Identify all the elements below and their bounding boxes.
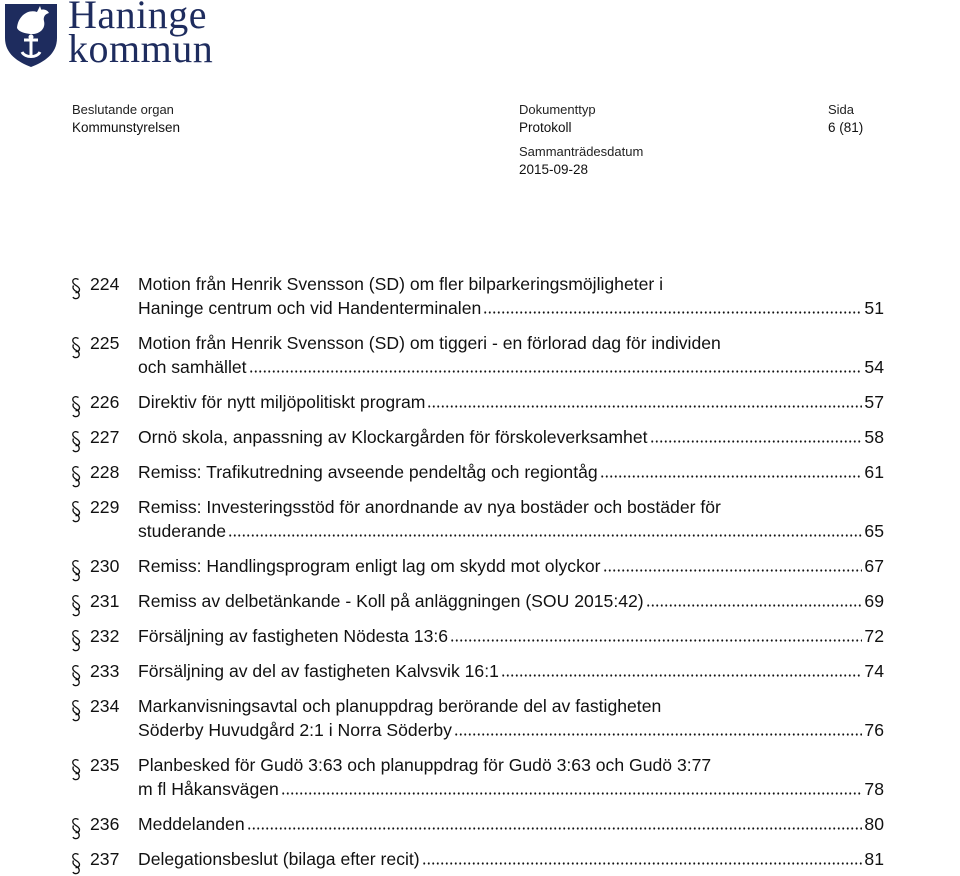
header-meeting-date (519, 143, 643, 179)
toc-page-number: 58 (864, 427, 884, 447)
toc-page-number: 76 (864, 720, 884, 740)
logo-text-line2: kommun (68, 26, 214, 71)
toc-title: Remiss: Investeringsstöd för anordnande av nya bostäder och bostäder för (138, 497, 721, 517)
section-mark-icon (70, 277, 82, 301)
toc-title: Ornö skola, anpassning av Klockargården för förskoleverksamhet (138, 427, 648, 447)
dot-leader (249, 370, 863, 373)
section-mark-icon (70, 500, 82, 524)
section-mark-icon (70, 852, 82, 876)
toc-title: Försäljning av del av fastigheten Kalvsvik 16:1 (138, 661, 499, 681)
toc-number: 224 (90, 274, 120, 294)
toc-page-number: 80 (864, 814, 884, 834)
toc-page-number: 74 (864, 661, 884, 681)
toc-number: 229 (90, 497, 120, 517)
toc-title: Planbesked för Gudö 3:63 och planuppdrag för Gudö 3:63 och Gudö 3:77 (138, 755, 712, 775)
dot-leader (427, 405, 862, 408)
toc-title: Motion från Henrik Svensson (SD) om fler bilparkeringsmöjligheter i (138, 274, 664, 294)
toc-page-number: 72 (864, 626, 884, 646)
organ-label: Beslutande organ (72, 102, 174, 117)
page-value: 6 (81) (828, 120, 864, 135)
toc-page-number: 51 (864, 298, 884, 318)
haninge-kommun-logo (2, 0, 232, 76)
dot-leader (483, 311, 862, 314)
organ-value: Kommunstyrelsen (72, 120, 181, 135)
toc-page-number: 69 (864, 591, 884, 611)
toc-title: Motion från Henrik Svensson (SD) om tiggeri - en förlorad dag för individen (138, 333, 721, 353)
toc-number: 227 (90, 427, 120, 447)
section-mark-icon (70, 629, 82, 653)
toc-title: Remiss av delbetänkande - Koll på anläggningen (SOU 2015:42) (138, 591, 644, 611)
toc-page-number: 54 (864, 357, 884, 377)
dot-leader (281, 792, 863, 795)
toc-title: Meddelanden (138, 814, 245, 834)
dot-leader (600, 475, 863, 478)
section-mark-icon (70, 699, 82, 723)
toc-title: Söderby Huvudgård 2:1 i Norra Söderby (138, 720, 452, 740)
toc-title: Direktiv för nytt miljöpolitiskt program (138, 392, 426, 412)
toc-title: Remiss: Trafikutredning avseende pendeltåg och regiontåg (138, 462, 598, 482)
document-type-label: Dokumenttyp (519, 102, 596, 117)
toc-title: Delegationsbeslut (bilaga efter recit) (138, 849, 420, 869)
logo-text-line1: Haninge (68, 0, 208, 37)
dot-leader (501, 674, 863, 677)
toc-title: Haninge centrum och vid Handenterminalen (138, 298, 482, 318)
dot-leader (454, 733, 862, 736)
toc-number: 234 (90, 696, 120, 716)
toc-title: och samhället (138, 357, 247, 377)
header-page (828, 101, 863, 137)
page-label: Sida (828, 102, 855, 117)
header-document-type (519, 101, 596, 137)
coat-of-arms-icon (2, 2, 60, 68)
toc-page-number: 81 (864, 849, 884, 869)
toc-number: 233 (90, 661, 120, 681)
toc-number: 231 (90, 591, 120, 611)
dot-leader (646, 604, 863, 607)
toc-title: m fl Håkansvägen (138, 779, 279, 799)
document-type-value: Protokoll (519, 120, 572, 135)
toc-number: 232 (90, 626, 120, 646)
section-mark-icon (70, 395, 82, 419)
dot-leader (450, 639, 862, 642)
section-mark-icon (70, 559, 82, 583)
toc-page-number: 67 (864, 556, 884, 576)
dot-leader (603, 569, 863, 572)
section-mark-icon (70, 758, 82, 782)
dot-leader (247, 827, 863, 830)
toc-number: 225 (90, 333, 120, 353)
toc-title: Försäljning av fastigheten Nödesta 13:6 (138, 626, 449, 646)
meeting-date-value: 2015-09-28 (519, 162, 589, 177)
section-mark-icon (70, 430, 82, 454)
toc-number: 237 (90, 849, 120, 869)
toc-page-number: 61 (864, 462, 884, 482)
toc-number: 236 (90, 814, 120, 834)
dot-leader (650, 440, 863, 443)
toc-number: 228 (90, 462, 120, 482)
toc-page-number: 57 (864, 392, 884, 412)
toc-title: studerande (138, 521, 227, 541)
toc-number: 226 (90, 392, 120, 412)
section-mark-icon (70, 594, 82, 618)
section-mark-icon (70, 664, 82, 688)
toc-number: 230 (90, 556, 120, 576)
dot-leader (228, 534, 862, 537)
dot-leader (422, 862, 863, 865)
section-mark-icon (70, 465, 82, 489)
header-organ (72, 101, 180, 137)
toc-title: Remiss: Handlingsprogram enligt lag om skydd mot olyckor (138, 556, 601, 576)
toc-number: 235 (90, 755, 120, 775)
meeting-date-label: Sammanträdesdatum (519, 144, 644, 159)
toc-page-number: 78 (864, 779, 884, 799)
toc-title: Markanvisningsavtal och planuppdrag berörande del av fastigheten (138, 696, 662, 716)
toc-page-number: 65 (864, 521, 884, 541)
section-mark-icon (70, 817, 82, 841)
section-mark-icon (70, 336, 82, 360)
